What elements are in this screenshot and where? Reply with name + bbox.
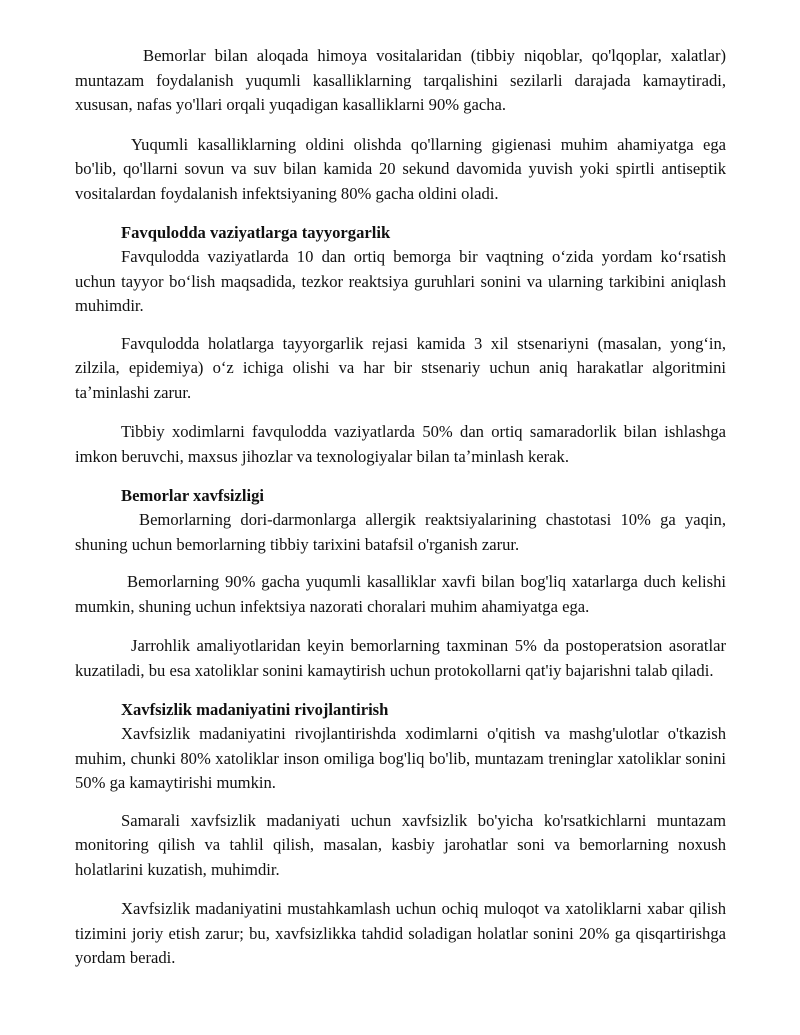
paragraph: Favqulodda vaziyatlarda 10 dan ortiq bemorga bir vaqtning oʻzida yordam koʻrsatish uchun tayyor boʻlish maqsadida, tezkor reaktsiya guruhlari sonini va ularning tarkibini aniqlash muhimdir. — [75, 247, 726, 315]
section-heading: Favqulodda vaziyatlarga tayyorgarlik — [121, 223, 391, 242]
section-heading: Bemorlar xavfsizligi — [121, 486, 265, 505]
section-heading: Xavfsizlik madaniyatini rivojlantirish — [121, 700, 389, 719]
paragraph: Yuqumli kasalliklarning oldini olishda qo'llarning gigienasi muhim ahamiyatga ega bo'lib, qo'llarni sovun va suv bilan kamida 20 sekund davomida yuvish yoki spirtli antiseptik vositalardan foydalanish infektsiyaning 80% gacha oldini oladi. — [75, 134, 726, 203]
document-page — [75, 44, 726, 986]
paragraph: Samarali xavfsizlik madaniyati uchun xavfsizlik bo'yicha ko'rsatkichlarni muntazam monitoring qilish va tahlil qilish, masalan, kasbiy jarohatlar soni va bemorlarning noxush holatlarini kuzatish, muhimdir. — [75, 810, 726, 879]
paragraph: Bemorlarning dori-darmonlarga allergik reaktsiyalarining chastotasi 10% ga yaqin, shuning uchun bemorlarning tibbiy tarixini batafsil o'rganish zarur. — [75, 510, 726, 554]
paragraph: Bemorlarning 90% gacha yuqumli kasalliklar xavfi bilan bog'liq xatarlarga duch kelishi mumkin, shuning uchun infektsiya nazorati choralari muhim ahamiyatga ega. — [75, 572, 726, 616]
paragraph: Tibbiy xodimlarni favqulodda vaziyatlarda 50% dan ortiq samaradorlik bilan ishlashga imkon beruvchi, maxsus jihozlar va texnologiyalar bilan taʼminlash kerak. — [75, 422, 726, 466]
paragraph: Xavfsizlik madaniyatini rivojlantirishda xodimlarni o'qitish va mashg'ulotlar o'tkazish muhim, chunki 80% xatoliklar inson omiliga bog'liq bo'lib, muntazam treninglar xatoliklar sonini 50% ga kamaytirishi mumkin. — [75, 724, 726, 792]
paragraph: Favqulodda holatlarga tayyorgarlik rejasi kamida 3 xil stsenariyni (masalan, yongʻin, zilzila, epidemiya) oʻz ichiga olishi va har bir stsenariy uchun aniq harakatlar algoritmini taʼminlashi zarur. — [75, 333, 726, 402]
paragraph: Bemorlar bilan aloqada himoya vositalaridan (tibbiy niqoblar, qo'lqoplar, xalatlar) muntazam foydalanish yuqumli kasalliklarning tarqalishini sezilarli darajada kamaytiradi, xususan, nafas yo'llari orqali yuqadigan kasalliklarni 90% gacha. — [75, 46, 726, 114]
paragraph: Jarrohlik amaliyotlaridan keyin bemorlarning taxminan 5% da postoperatsion asoratlar kuzatiladi, bu esa xatoliklar sonini kamaytirish uchun protokollarni qat'iy bajarishni talab qiladi. — [75, 636, 726, 680]
paragraph: Xavfsizlik madaniyatini mustahkamlash uchun ochiq muloqot va xatoliklarni xabar qilish tizimini joriy etish zarur; bu, xavfsizlikka tahdid soladigan holatlar sonini 20% ga qisqartirishga yordam beradi. — [75, 899, 726, 967]
